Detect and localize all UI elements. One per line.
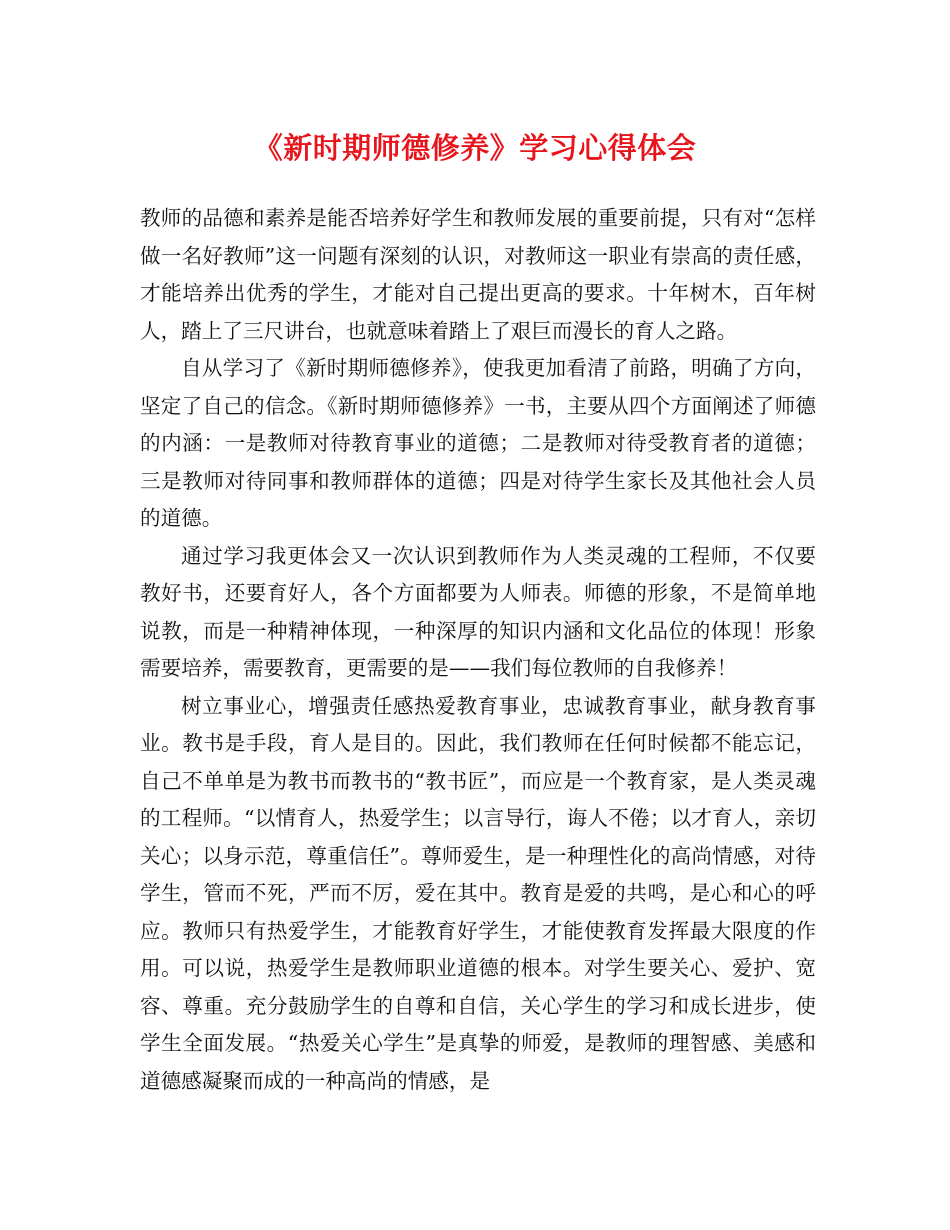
paragraph-1: 教师的品德和素养是能否培养好学生和教师发展的重要前提，只有对“怎样做一名好教师”这一问题有深刻的认识，对教师这一职业有崇高的责任感，才能培养出优秀的学生，才能对自己提出更高的要求。十年树木，百年树人，踏上了三尺讲台，也就意味着踏上了艰巨而漫长的育人之路。 — [140, 206, 816, 343]
paragraph-2: 自从学习了《新时期师德修养》，使我更加看清了前路，明确了方向，坚定了自己的信念。《新时期师德修养》一书，主要从四个方面阐述了师德的内涵：一是教师对待教育事业的道德；二是教师对待受教育者的道德；三是教师对待同事和教师群体的道德；四是对待学生家长及其他社会人员的道德。 — [140, 356, 816, 530]
paragraph-4: 树立事业心，增强责任感热爱教育事业，忠诚教育事业，献身教育事业。教书是手段，育人是目的。因此，我们教师在任何时候都不能忘记，自己不单单是为教书而教书的“教书匠”，而应是一个教育家，是人类灵魂的工程师。“以情育人，热爱学生；以言导行，诲人不倦；以才育人，亲切关心；以身示范，尊重信任”。尊师爱生，是一种理性化的高尚情感，对待学生，管而不死，严而不厉，爱在其中。教育是爱的共鸣，是心和心的呼应。教师只有热爱学生，才能教育好学生，才能使教育发挥最大限度的作用。可以说，热爱学生是教师职业道德的根本。对学生要关心、爱护、宽容、尊重。充分鼓励学生的自尊和自信，关心学生的学习和成长进步，使学生全面发展。“热爱关心学生”是真挚的师爱，是教师的理智感、美感和道德感凝聚而成的一种高尚的情感，是 — [140, 693, 816, 1093]
paragraph-3: 通过学习我更体会又一次认识到教师作为人类灵魂的工程师，不仅要教好书，还要育好人，各个方面都要为人师表。师德的形象，不是简单地说教，而是一种精神体现，一种深厚的知识内涵和文化品位的体现！形象需要培养，需要教育，更需要的是——我们每位教师的自我修养！ — [140, 543, 816, 680]
document-body — [140, 200, 816, 1100]
document-title: 《新时期师德修养》学习心得体会 — [253, 131, 697, 165]
